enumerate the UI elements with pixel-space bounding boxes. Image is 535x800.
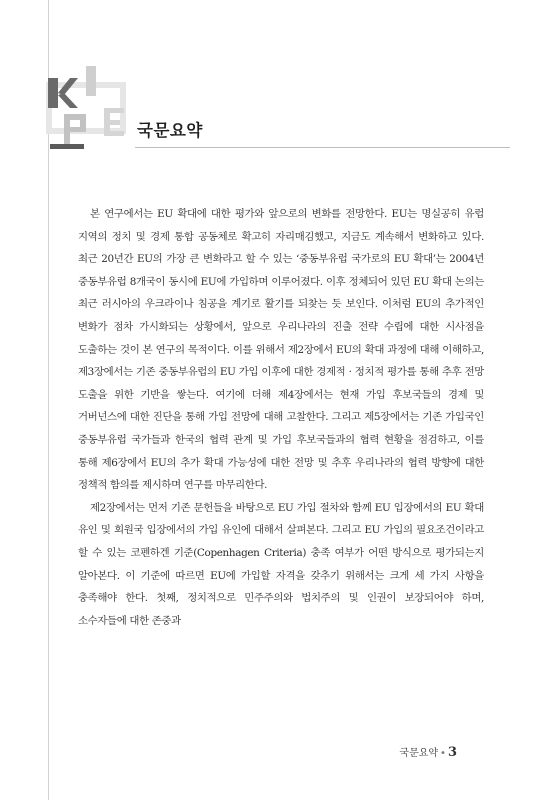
- summary-paragraph: 제2장에서는 먼저 기존 문헌들을 바탕으로 EU 가입 절차와 함께 EU 입장에서의 EU 확대 유인 및 회원국 입장에서의 가입 유인에 대해서 살펴본다. 그리고 EU 가입의 필요조건이라고 할 수 있는 코펜하겐 기준(Copenhagen Criteria) 충족 여부가 어떤 방식으로 평가되는지 알아본다. 이 기준에 따르면 EU에 가입할 자격을 갖추기 위해서는 크게 세 가지 사항을 충족해야 한다. 첫째, 정치적으로 민주주의와 법치주의 및 인권이 보장되어야 하며, 소수자들에 대한 존중과: [78, 501, 484, 627]
- summary-body: [78, 203, 484, 632]
- title-underline: [135, 147, 510, 148]
- logo-e-bottom: [104, 131, 124, 136]
- page-number: 3: [447, 745, 457, 760]
- logo-i: [86, 66, 96, 96]
- page-title: 국문요약: [137, 121, 203, 140]
- logo-p-bowl: [64, 127, 86, 132]
- footer-label: 국문요약: [399, 748, 439, 759]
- logo-e-mid: [104, 120, 120, 125]
- logo-e-top: [104, 108, 124, 113]
- footer-separator: •: [440, 748, 446, 759]
- logo-accent-bar: [50, 144, 84, 149]
- kiep-logo: [38, 64, 134, 154]
- logo-k-stem: [48, 78, 58, 108]
- page-footer: [399, 744, 457, 760]
- summary-paragraph: 본 연구에서는 EU 확대에 대한 평가와 앞으로의 변화를 전망한다. EU는 명실공히 유럽 지역의 정치 및 경제 통합 공동체로 확고히 자리매김했고, 지금도 계속해서 변화하고 있다. 최근 20년간 EU의 가장 큰 변화라고 할 수 있는 ‘중동부유럽 국가로의 EU 확대’는 2004년 중동부유럽 8개국이 동시에 EU에 가입하며 이루어졌다. 이후 정체되어 있던 EU 확대 논의는 최근 러시아의 우크라이나 침공을 계기로 활기를 되찾는 듯 보인다. 이처럼 EU의 추가적인 변화가 점차 가시화되는 상황에서, 앞으로 우리나라의 진출 전략 수립에 대한 시사점을 도출하는 것이 본 연구의 목적이다. 이를 위해서 제2장에서 EU의 확대 과정에 대해 이해하고, 제3장에서는 기존 중동부유럽의 EU 가입 이후에 대한 경제적 · 정치적 평가를 통해 추후 전망 도출을 위한 기반을 쌓는다. 여기에 더해 제4장에서는 현재 가입 후보국들의 경제 및 거버넌스에 대한 진단을 통해 가입 전망에 대해 고찰한다. 그리고 제5장에서는 기존 가입국인 중동부유럽 국가들과 한국의 협력 관계 및 가입 후보국들과의 협력 현황을 점검하고, 이를 통해 제6장에서 EU의 추가 확대 가능성에 대한 전망 및 추후 우리나라의 협력 방향에 대한 정책적 함의를 제시하며 연구를 마무리한다.: [78, 208, 485, 492]
